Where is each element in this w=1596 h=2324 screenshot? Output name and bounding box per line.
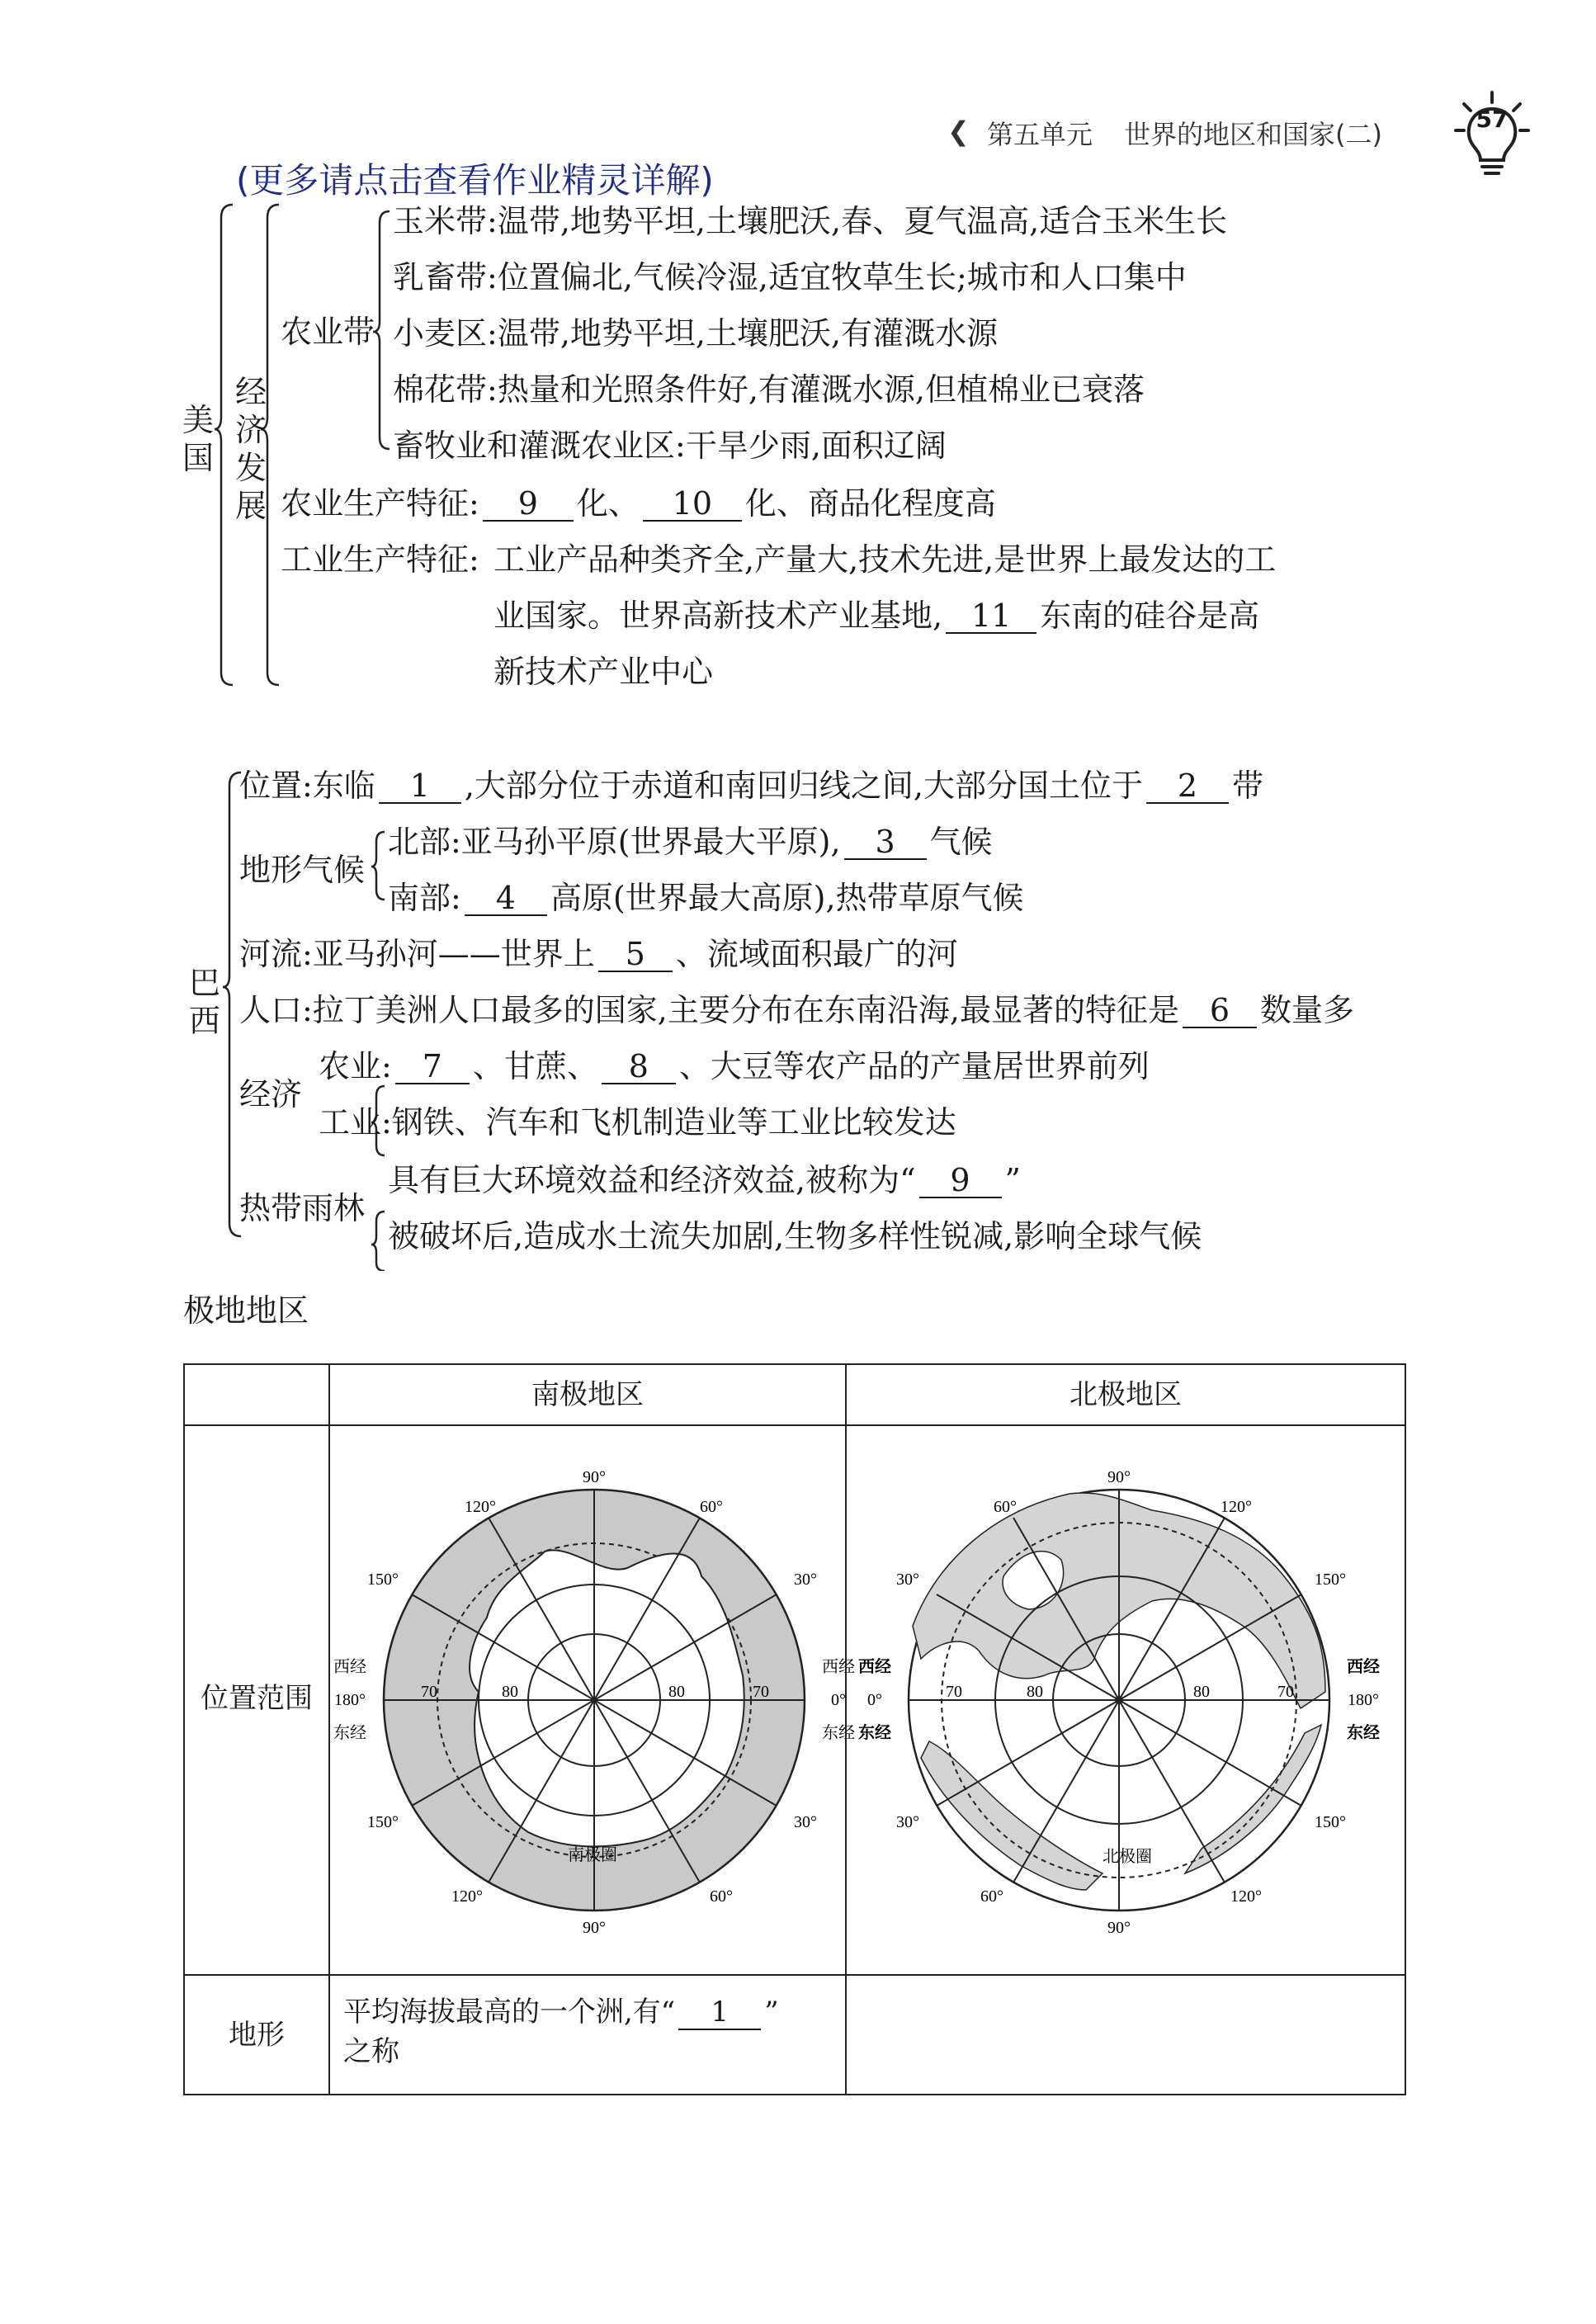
north-lat-80-right: 80 <box>1193 1683 1210 1701</box>
row-location-label: 位置范围 <box>201 1682 313 1715</box>
industry-line-1: 工业产品种类齐全,产量大,技术先进,是世界上最发达的工 <box>493 541 1277 578</box>
blank-10[interactable]: 10 <box>643 487 742 522</box>
brazil-location: 位置:东临 1 ,大部分位于赤道和南回归线之间,大部分国土位于 2 带 <box>239 768 1263 804</box>
south-lon-lbl: 120° <box>451 1887 483 1906</box>
north-lon-tr: 120° <box>1221 1498 1252 1516</box>
north-lon-bottom: 90° <box>1107 1919 1131 1937</box>
industry-line-2: 业国家。世界高新技术产业基地, 11 东南的硅谷是高 <box>493 598 1260 634</box>
north-deg-left: 0° <box>867 1691 882 1709</box>
rainforest-label: 热带雨林 <box>239 1190 366 1226</box>
south-lon-bottom: 90° <box>583 1919 606 1937</box>
south-lat-80-right: 80 <box>668 1683 685 1701</box>
rainforest-line-2: 被破坏后,造成水土流失加剧,生物多样性锐减,影响全球气候 <box>388 1218 1202 1254</box>
south-lon-bl: 150° <box>367 1813 399 1831</box>
more-details-link[interactable]: (更多请点击查看作业精灵详解) <box>236 160 714 201</box>
north-lon-lbr: 120° <box>1230 1887 1262 1906</box>
blank-b1[interactable]: 1 <box>379 769 461 804</box>
north-east-right: 东经 <box>1347 1724 1380 1742</box>
south-lon-ml: 150° <box>367 1571 399 1589</box>
south-lon-mr: 30° <box>794 1571 817 1589</box>
brazil-industry: 工业:钢铁、汽车和飞机制造业等工业比较发达 <box>319 1104 956 1141</box>
north-lat-70-left: 70 <box>946 1683 962 1701</box>
north-lon-top: 90° <box>1107 1468 1131 1486</box>
unit-title: 世界的地区和国家(二) <box>1124 119 1382 150</box>
usa-label: 美国 <box>182 402 214 476</box>
terrain-south-line-1: 平均海拔最高的一个洲,有“ 1 ” <box>343 1996 779 2029</box>
south-lon-lbr: 60° <box>710 1887 733 1906</box>
terrain-south-line-2: 之称 <box>343 2035 399 2068</box>
north-lon-mr: 150° <box>1315 1571 1346 1589</box>
south-lon-tl: 120° <box>465 1498 496 1516</box>
blank-b7[interactable]: 7 <box>395 1050 470 1084</box>
row-terrain-label: 地形 <box>229 2019 285 2052</box>
south-east-right: 东经 <box>822 1724 855 1742</box>
belt-pastoral: 畜牧业和灌溉农业区:干旱少雨,面积辽阔 <box>393 427 947 464</box>
north-lat-80-left: 80 <box>1027 1683 1043 1701</box>
belt-cotton: 棉花带:热量和光照条件好,有灌溉水源,但植棉业已衰落 <box>393 371 1145 408</box>
economic-development-label: 经济发展 <box>234 374 267 524</box>
south-west-left: 西经 <box>333 1658 366 1676</box>
col-north-header: 北极地区 <box>1070 1378 1182 1411</box>
terrain-climate-label: 地形气候 <box>239 852 366 888</box>
north-west-left: 西经 <box>858 1658 891 1676</box>
page-number: 57 <box>1476 106 1509 133</box>
arctic-circle-label: 北极圈 <box>1103 1848 1152 1866</box>
blank-b9[interactable]: 9 <box>919 1164 1002 1198</box>
south-pole-map <box>330 1461 858 1939</box>
antarctic-circle-label: 南极圈 <box>568 1846 617 1864</box>
blank-b5[interactable]: 5 <box>598 938 673 972</box>
blank-b2[interactable]: 2 <box>1146 769 1229 804</box>
lightbulb-icon <box>1452 89 1532 180</box>
polar-title: 极地地区 <box>183 1292 309 1329</box>
economy-label: 经济 <box>239 1076 303 1112</box>
south-deg-left: 180° <box>334 1691 366 1709</box>
blank-b4[interactable]: 4 <box>465 881 547 916</box>
north-lon-lbl: 60° <box>980 1887 1003 1906</box>
agri-feature-row: 农业生产特征: 9 化、 10 化、商品化程度高 <box>281 485 996 522</box>
unit-label: 第五单元 <box>987 119 1093 150</box>
north-lon-br: 150° <box>1315 1813 1346 1831</box>
blank-polar-1[interactable]: 1 <box>678 1996 761 2030</box>
brazil-population: 人口:拉丁美洲人口最多的国家,主要分布在东南沿海,最显著的特征是 6 数量多 <box>239 992 1354 1028</box>
blank-b8[interactable]: 8 <box>602 1050 676 1084</box>
header-chevron-icon: ❮ <box>947 116 970 147</box>
blank-b3[interactable]: 3 <box>844 825 927 860</box>
blank-9[interactable]: 9 <box>483 487 574 522</box>
brazil-river: 河流:亚马孙河——世界上 5 、流域面积最广的河 <box>239 936 958 972</box>
south-lon-br: 30° <box>794 1813 817 1831</box>
north-deg-right: 180° <box>1348 1691 1379 1709</box>
brazil-agriculture: 农业: 7 、甘蔗、 8 、大豆等农产品的产量居世界前列 <box>319 1048 1150 1084</box>
south-lat-70-right: 70 <box>753 1683 769 1701</box>
north-pole-map <box>855 1461 1383 1939</box>
belt-wheat: 小麦区:温带,地势平坦,土壤肥沃,有灌溉水源 <box>393 315 999 352</box>
south-deg-right: 0° <box>831 1691 846 1709</box>
industry-feature-label: 工业生产特征: <box>281 541 479 578</box>
blank-b6[interactable]: 6 <box>1183 994 1257 1028</box>
north-east-left: 东经 <box>858 1724 891 1742</box>
south-lat-70-left: 70 <box>421 1683 437 1701</box>
south-west-right: 西经 <box>822 1658 855 1676</box>
agri-belt-label: 农业带 <box>281 314 375 350</box>
belt-dairy: 乳畜带:位置偏北,气候冷湿,适宜牧草生长;城市和人口集中 <box>393 259 1187 295</box>
col-south-header: 南极地区 <box>531 1378 644 1411</box>
north-lon-tl: 60° <box>994 1498 1017 1516</box>
south-lon-top: 90° <box>583 1468 606 1486</box>
rainforest-line-1: 具有巨大环境效益和经济效益,被称为“ 9 ” <box>388 1162 1021 1198</box>
belt-corn: 玉米带:温带,地势平坦,土壤肥沃,春、夏气温高,适合玉米生长 <box>393 203 1228 239</box>
south-lon-tr: 60° <box>700 1498 723 1516</box>
south-lat-80-left: 80 <box>502 1683 518 1701</box>
brazil-north: 北部:亚马孙平原(世界最大平原), 3 气候 <box>388 824 993 860</box>
north-lat-70-right: 70 <box>1277 1683 1294 1701</box>
brazil-label: 巴西 <box>188 965 220 1039</box>
south-east-left: 东经 <box>333 1724 366 1742</box>
blank-11[interactable]: 11 <box>946 599 1036 634</box>
industry-line-3: 新技术产业中心 <box>493 654 714 690</box>
north-west-right: 西经 <box>1347 1658 1380 1676</box>
north-lon-ml: 30° <box>896 1571 919 1589</box>
north-lon-bl: 30° <box>896 1813 919 1831</box>
brazil-south: 南部: 4 高原(世界最大高原),热带草原气候 <box>388 880 1024 916</box>
